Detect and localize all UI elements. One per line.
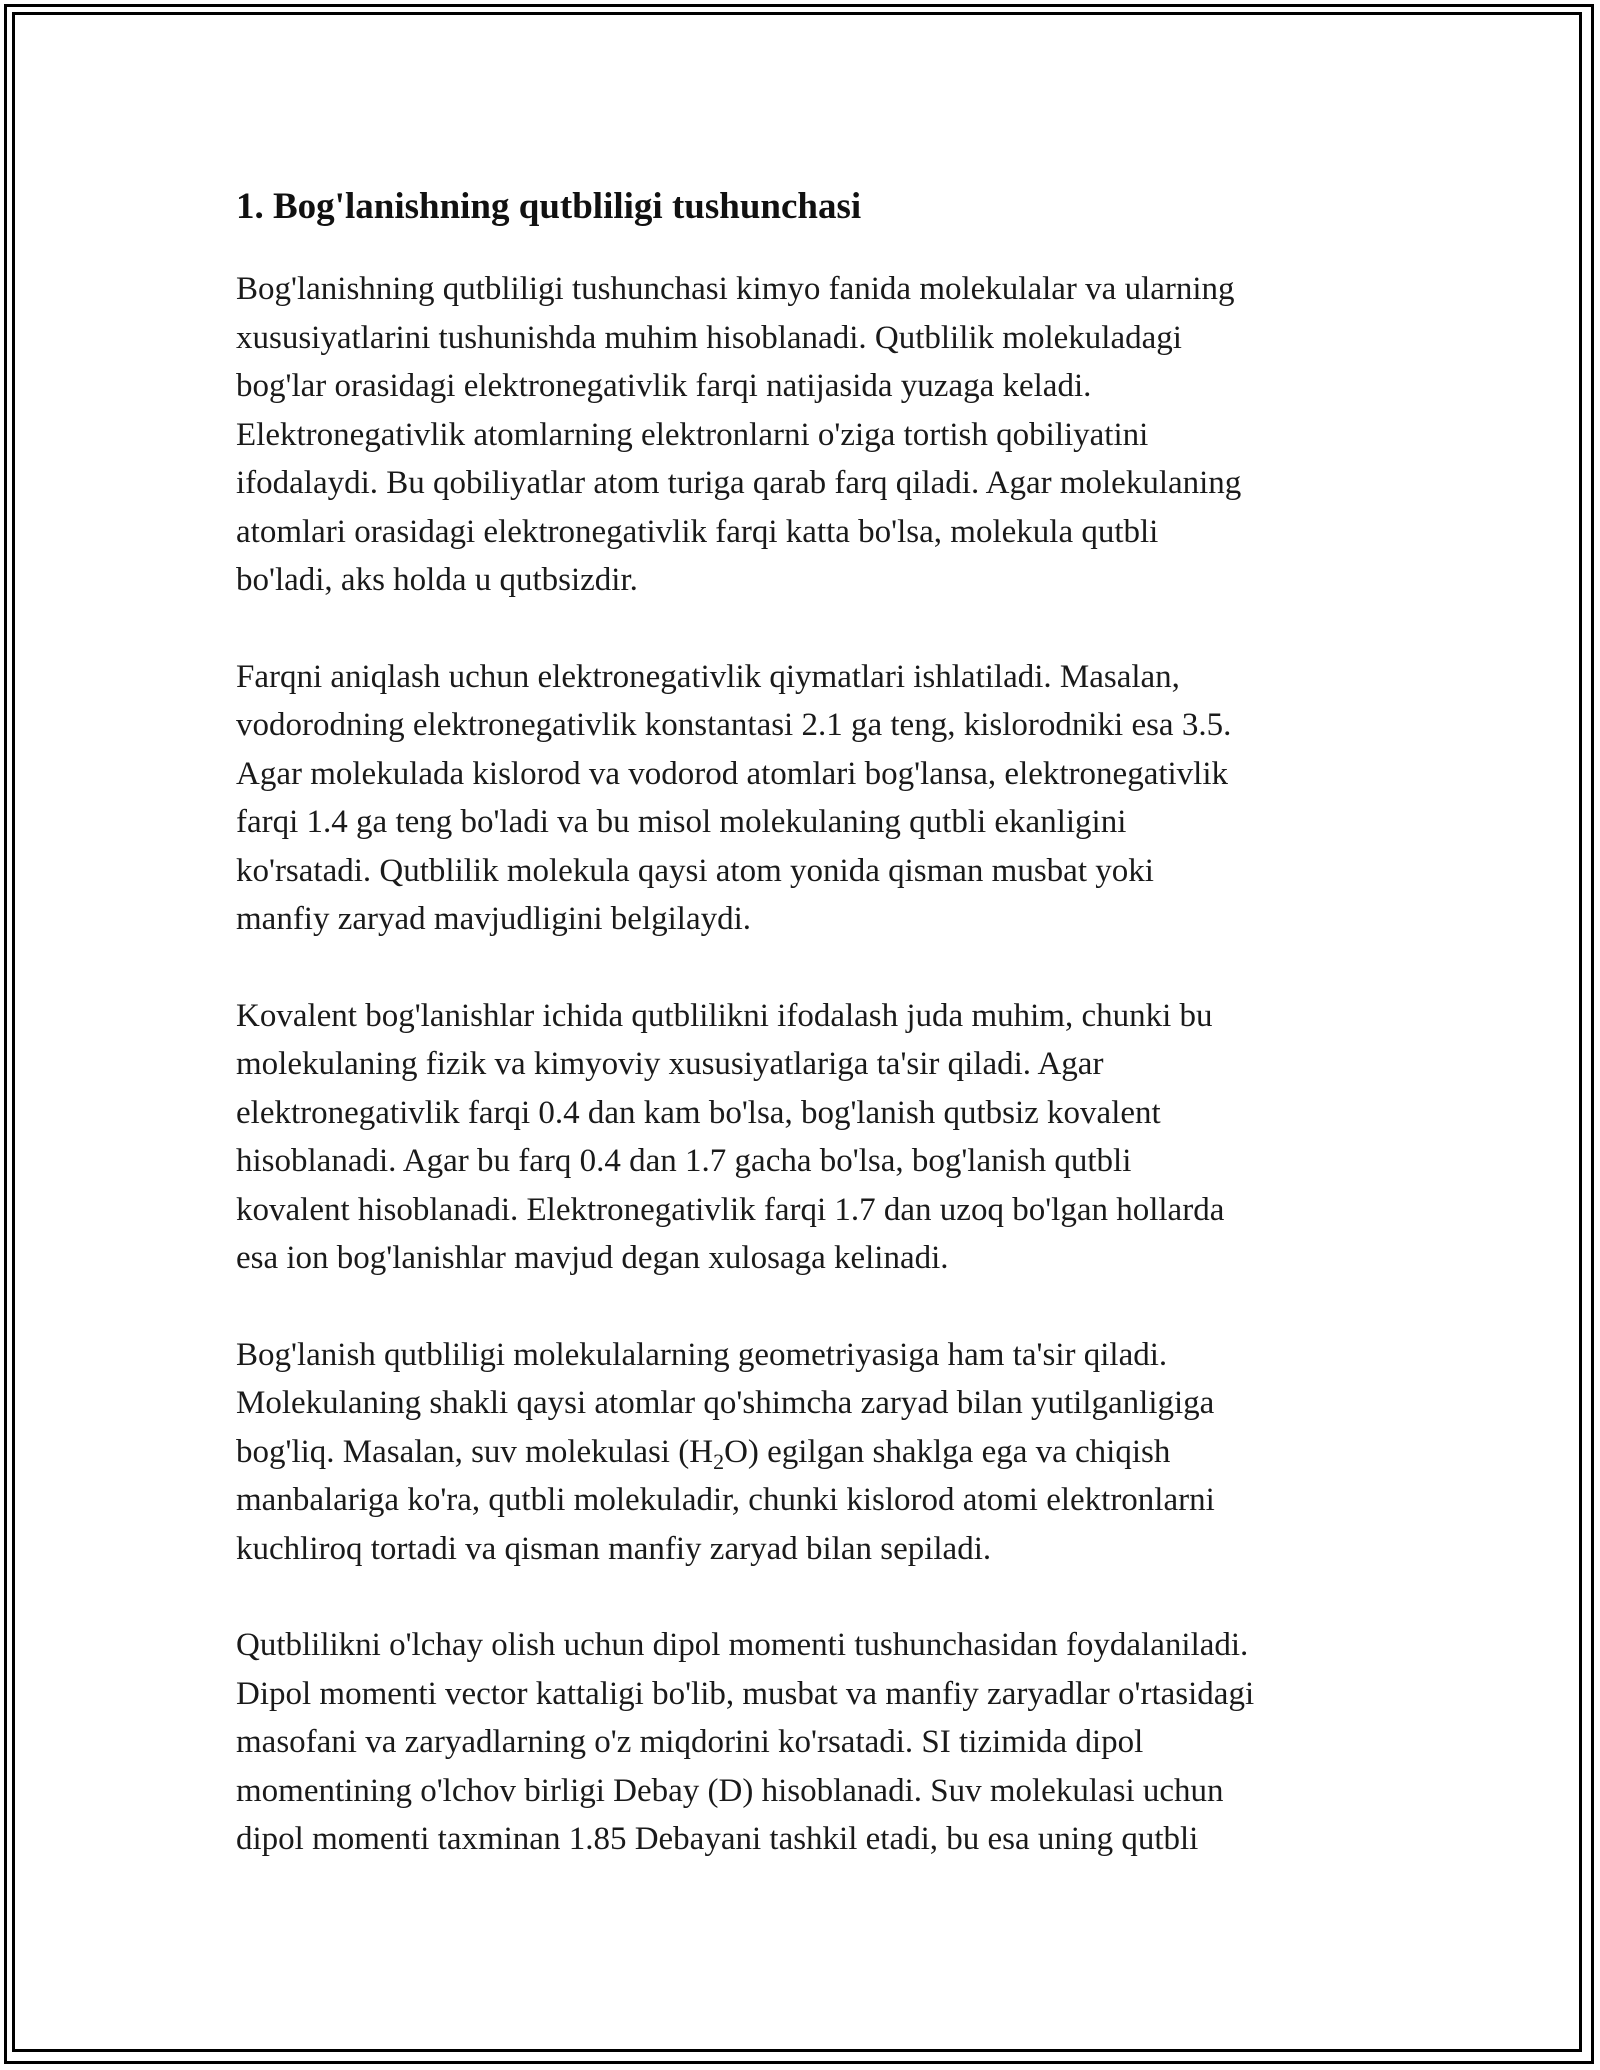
section-heading: 1. Bog'lanishning qutbliligi tushunchasi bbox=[236, 186, 862, 227]
document-body bbox=[236, 183, 1366, 1912]
paragraph-dipole-moment: Qutblilikni o'lchay olish uchun dipol momenti tushunchasidan foydalaniladi. Dipol momenti vector kattaligi bo'lib, musbat va manfiy zaryadlar o'rtasidagi masofani va zaryadlarning o'z miqdorini ko'rsatadi. SI tizimida dipol momentining o'lchov birligi Debay (D) hisoblanadi. Suv molekulasi uchun dipol momenti taxminan 1.85 Debayani tashkil etadi, bu esa uning qutbli bbox=[236, 1627, 1255, 1857]
subscript-number: 2 bbox=[713, 1448, 725, 1474]
paragraph-electronegativity-values: Farqni aniqlash uchun elektronegativlik qiymatlari ishlatiladi. Masalan, vodorodning elektronegativlik konstantasi 2.1 ga teng, kislorodniki esa 3.5. Agar molekulada kislorod va vodorod atomlari bog'lansa, elektronegativlik farqi 1.4 ga teng bo'ladi va bu misol molekulaning qutbli ekanligini ko'rsatadi. Qutblilik molekula qaysi atom yonida qisman musbat yoki manfiy zaryad mavjudligini belgilaydi. bbox=[236, 658, 1232, 937]
paragraph-text-part: Bog'lanish qutbliligi molekulalarning geometriyasiga ham ta'sir qiladi. Molekulaning shakli qaysi atomlar qo'shimcha zaryad bilan yutilganligiga bog'liq. Masalan, suv molekulasi (H bbox=[236, 1336, 1215, 1470]
paragraph-text-part: O) egilgan shaklga ega va chiqish manbalariga ko'ra, qutbli molekuladir, chunki kislorod atomi elektronlarni kuchliroq tortadi va qisman manfiy zaryad bilan sepiladi. bbox=[236, 1433, 1215, 1567]
paragraph-bond-polarity-intro: Bog'lanishning qutbliligi tushunchasi kimyo fanida molekulalar va ularning xususiyatlarini tushunishda muhim hisoblanadi. Qutblilik molekuladagi bog'lar orasidagi elektronegativlik farqi natijasida yuzaga keladi. Elektronegativlik atomlarning elektronlarni o'ziga tortish qobiliyatini ifodalaydi. Bu qobiliyatlar atom turiga qarab farq qiladi. Agar molekulaning atomlari orasidagi elektronegativlik farqi katta bo'lsa, molekula qutbli bo'ladi, aks holda u qutbsizdir. bbox=[236, 271, 1242, 598]
paragraph-molecular-geometry bbox=[236, 1331, 1366, 1574]
paragraph-covalent-bond-types: Kovalent bog'lanishlar ichida qutblilikni ifodalash juda muhim, chunki bu molekulaning fizik va kimyoviy xususiyatlariga ta'sir qiladi. Agar elektronegativlik farqi 0.4 dan kam bo'lsa, bog'lanish qutbsiz kovalent hisoblanadi. Agar bu farq 0.4 dan 1.7 gacha bo'lsa, bog'lanish qutbli kovalent hisoblanadi. Elektronegativlik farqi 1.7 dan uzoq bo'lgan hollarda esa ion bog'lanishlar mavjud degan xulosaga kelinadi. bbox=[236, 997, 1225, 1276]
